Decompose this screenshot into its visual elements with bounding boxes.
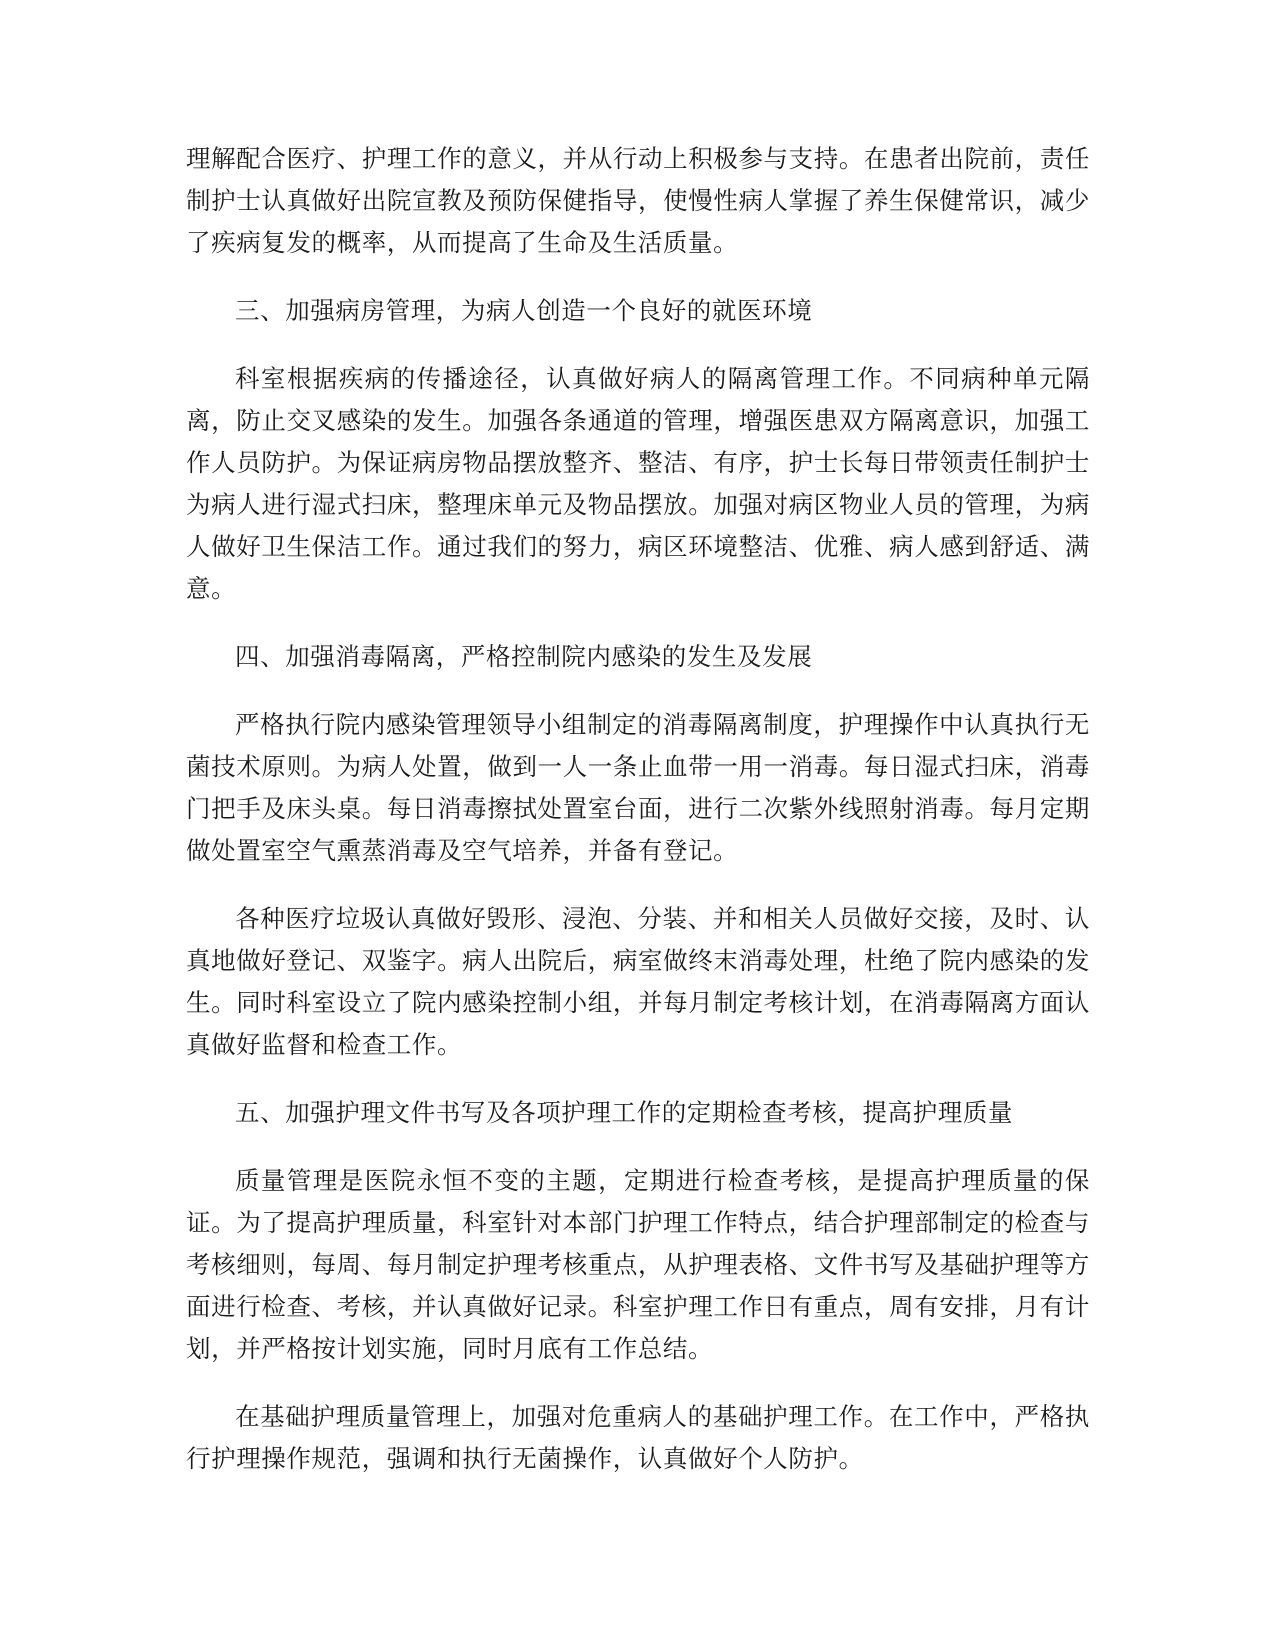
paragraph-disinfection: 严格执行院内感染管理领导小组制定的消毒隔离制度，护理操作中认真执行无菌技术原则。为病人处置，做到一人一条止血带一用一消毒。每日湿式扫床，消毒门把手及床头桌。每日消毒擦拭处置室台面，进行二次紫外线照射消毒。每月定期做处置室空气熏蒸消毒及空气培养，并备有登记。 [186, 710, 1090, 865]
document-body [186, 138, 1090, 1506]
section-heading-5: 五、加强护理文件书写及各项护理工作的定期检查考核，提高护理质量 [235, 1098, 1014, 1127]
paragraph-ward-management: 科室根据疾病的传播途径，认真做好病人的隔离管理工作。不同病种单元隔离，防止交叉感染的发生。加强各条通道的管理，增强医患双方隔离意识，加强工作人员防护。为保证病房物品摆放整齐、整洁、有序，护士长每日带领责任制护士为病人进行湿式扫床，整理床单元及物品摆放。加强对病区物业人员的管理，为病人做好卫生保洁工作。通过我们的努力，病区环境整洁、优雅、病人感到舒适、满意。 [186, 364, 1090, 603]
section-heading-4: 四、加强消毒隔离，严格控制院内感染的发生及发展 [235, 642, 813, 671]
section-heading-3: 三、加强病房管理，为病人创造一个良好的就医环境 [235, 296, 813, 325]
paragraph-basic-nursing: 在基础护理质量管理上，加强对危重病人的基础护理工作。在工作中，严格执行护理操作规范，强调和执行无菌操作，认真做好个人防护。 [186, 1402, 1090, 1473]
paragraph-continuation: 理解配合医疗、护理工作的意义，并从行动上积极参与支持。在患者出院前，责任制护士认真做好出院宣教及预防保健指导，使慢性病人掌握了养生保健常识，减少了疾病复发的概率，从而提高了生命及生活质量。 [186, 144, 1090, 257]
paragraph-medical-waste: 各种医疗垃圾认真做好毁形、浸泡、分装、并和相关人员做好交接，及时、认真地做好登记、双鉴字。病人出院后，病室做终末消毒处理，杜绝了院内感染的发生。同时科室设立了院内感染控制小组，并每月制定考核计划，在消毒隔离方面认真做好监督和检查工作。 [186, 904, 1090, 1059]
paragraph-quality-management: 质量管理是医院永恒不变的主题，定期进行检查考核，是提高护理质量的保证。为了提高护理质量，科室针对本部门护理工作特点，结合护理部制定的检查与考核细则，每周、每月制定护理考核重点，从护理表格、文件书写及基础护理等方面进行检查、考核，并认真做好记录。科室护理工作日有重点，周有安排，月有计划，并严格按计划实施，同时月底有工作总结。 [186, 1166, 1090, 1363]
